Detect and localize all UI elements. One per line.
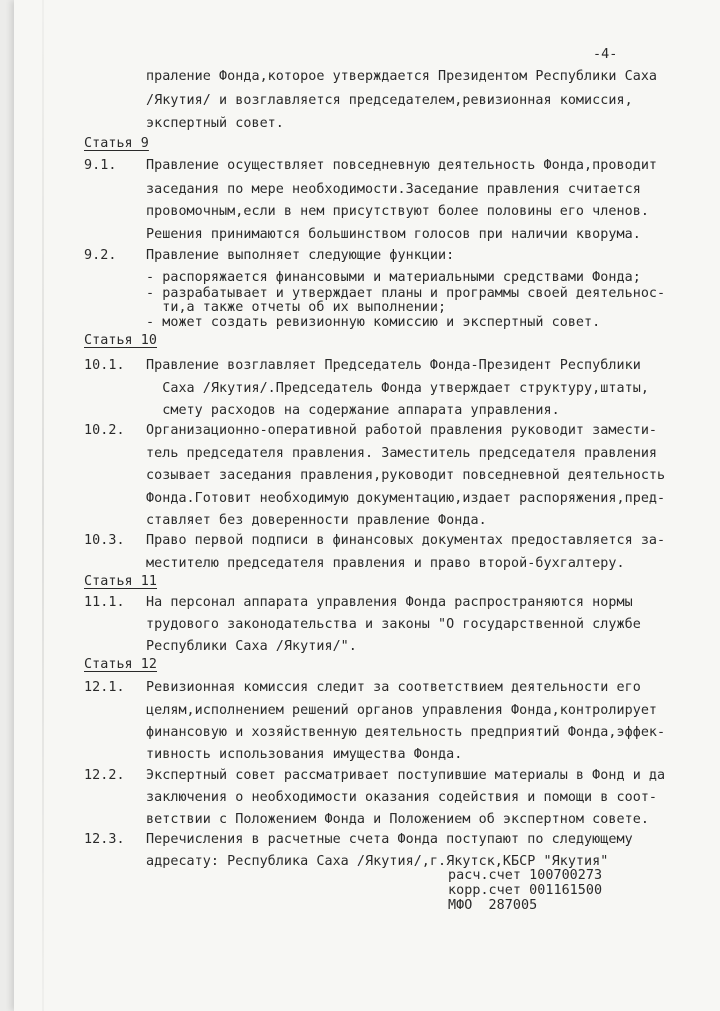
clause-line: трудового законодательства и законы "О государственной службе	[146, 617, 641, 632]
clause-line: Право первой подписи в финансовых документах предоставляется за-	[146, 533, 666, 548]
clause-line: Правление выполняет следующие функции:	[146, 248, 455, 263]
clause-number-11-1: 11.1.	[84, 595, 125, 610]
clause-line: ветствии с Положением Фонда и Положением об экспертном совете.	[146, 812, 649, 827]
clause-line: смету расходов на содержание аппарата управления.	[146, 403, 560, 418]
clause-line: ставляет без доверенности правление Фонда.	[146, 513, 487, 528]
clause-line: Саха /Якутия/.Председатель Фонда утверждает структуру,штаты,	[146, 381, 649, 396]
clause-line: тель председателя правления. Заместитель председателя правления	[146, 446, 658, 461]
clause-line: Перечисления в расчетные счета Фонда поступают по следующему	[146, 832, 633, 847]
clause-line: Фонда.Готовит необходимую документацию,издает распоряжения,пред-	[146, 491, 666, 506]
clause-line: Правление осуществляет повседневную деятельность Фонда,проводит	[146, 158, 658, 173]
article-heading-11: Статья 11	[84, 574, 158, 589]
function-item: - разрабатывает и утверждает планы и программы своей деятельнос-	[146, 286, 666, 301]
bank-mfo-code: МФО 287005	[448, 898, 538, 913]
clause-number-12-1: 12.1.	[84, 680, 125, 695]
page-number: -4-	[593, 47, 618, 62]
clause-line: созывает заседания правления,руководит повседневной деятельность	[146, 468, 666, 483]
clause-line: Правление возглавляет Председатель Фонда-Президент Республики	[146, 358, 641, 373]
clause-line: целям,исполнением решений органов управления Фонда,контролирует	[146, 703, 658, 718]
clause-number-10-3: 10.3.	[84, 533, 125, 548]
clause-line: заседания по мере необходимости.Заседание правления считается	[146, 182, 641, 197]
clause-line: Республики Саха /Якутия/".	[146, 639, 357, 654]
clause-line: финансовую и хозяйственную деятельность предприятий Фонда,эффек-	[146, 725, 666, 740]
clause-line: Ревизионная комиссия следит за соответствием деятельности его	[146, 680, 641, 695]
bank-correspondent-account: корр.счет 001161500	[448, 883, 603, 898]
clause-line: местителю председателя правления и право второй-бухгалтеру.	[146, 556, 625, 571]
clause-line: На персонал аппарата управления Фонда распространяются нормы	[146, 595, 633, 610]
clause-line: тивность использования имущества Фонда.	[146, 747, 463, 762]
clause-number-10-2: 10.2.	[84, 423, 125, 438]
clause-line: провомочным,если в нем присутствуют более половины его членов.	[146, 204, 649, 219]
function-item: - может создать ревизионную комиссию и экспертный совет.	[146, 315, 601, 330]
bank-settlement-account: расч.счет 100700273	[448, 868, 603, 883]
article-heading-9: Статья 9	[84, 136, 149, 151]
function-item: - распоряжается финансовыми и материальными средствами Фонда;	[146, 270, 641, 285]
article-heading-12: Статья 12	[84, 657, 158, 672]
clause-line: Решения принимаются большинством голосов при наличии кворума.	[146, 227, 641, 242]
clause-number-12-2: 12.2.	[84, 768, 125, 783]
clause-line: заключения о необходимости оказания содействия и помощи в соот-	[146, 790, 658, 805]
clause-number-9-2: 9.2.	[84, 248, 117, 263]
clause-number-10-1: 10.1.	[84, 358, 125, 373]
intro-line: праление Фонда,которое утверждается Президентом Республики Саха	[146, 69, 658, 84]
clause-line: Организационно-оперативной работой правления руководит замести-	[146, 423, 658, 438]
clause-line: адресату: Республика Саха /Якутия/,г.Якутск,КБСР "Якутия"	[146, 854, 609, 869]
intro-line: /Якутия/ и возглавляется председателем,ревизионная комиссия,	[146, 93, 633, 108]
function-item: ти,а также отчеты об их выполнении;	[146, 300, 447, 315]
intro-line: экспертный совет.	[146, 116, 284, 131]
clause-number-12-3: 12.3.	[84, 832, 125, 847]
article-heading-10: Статья 10	[84, 333, 158, 348]
clause-line: Экспертный совет рассматривает поступившие материалы в Фонд и да	[146, 768, 666, 783]
clause-number-9-1: 9.1.	[84, 158, 117, 173]
